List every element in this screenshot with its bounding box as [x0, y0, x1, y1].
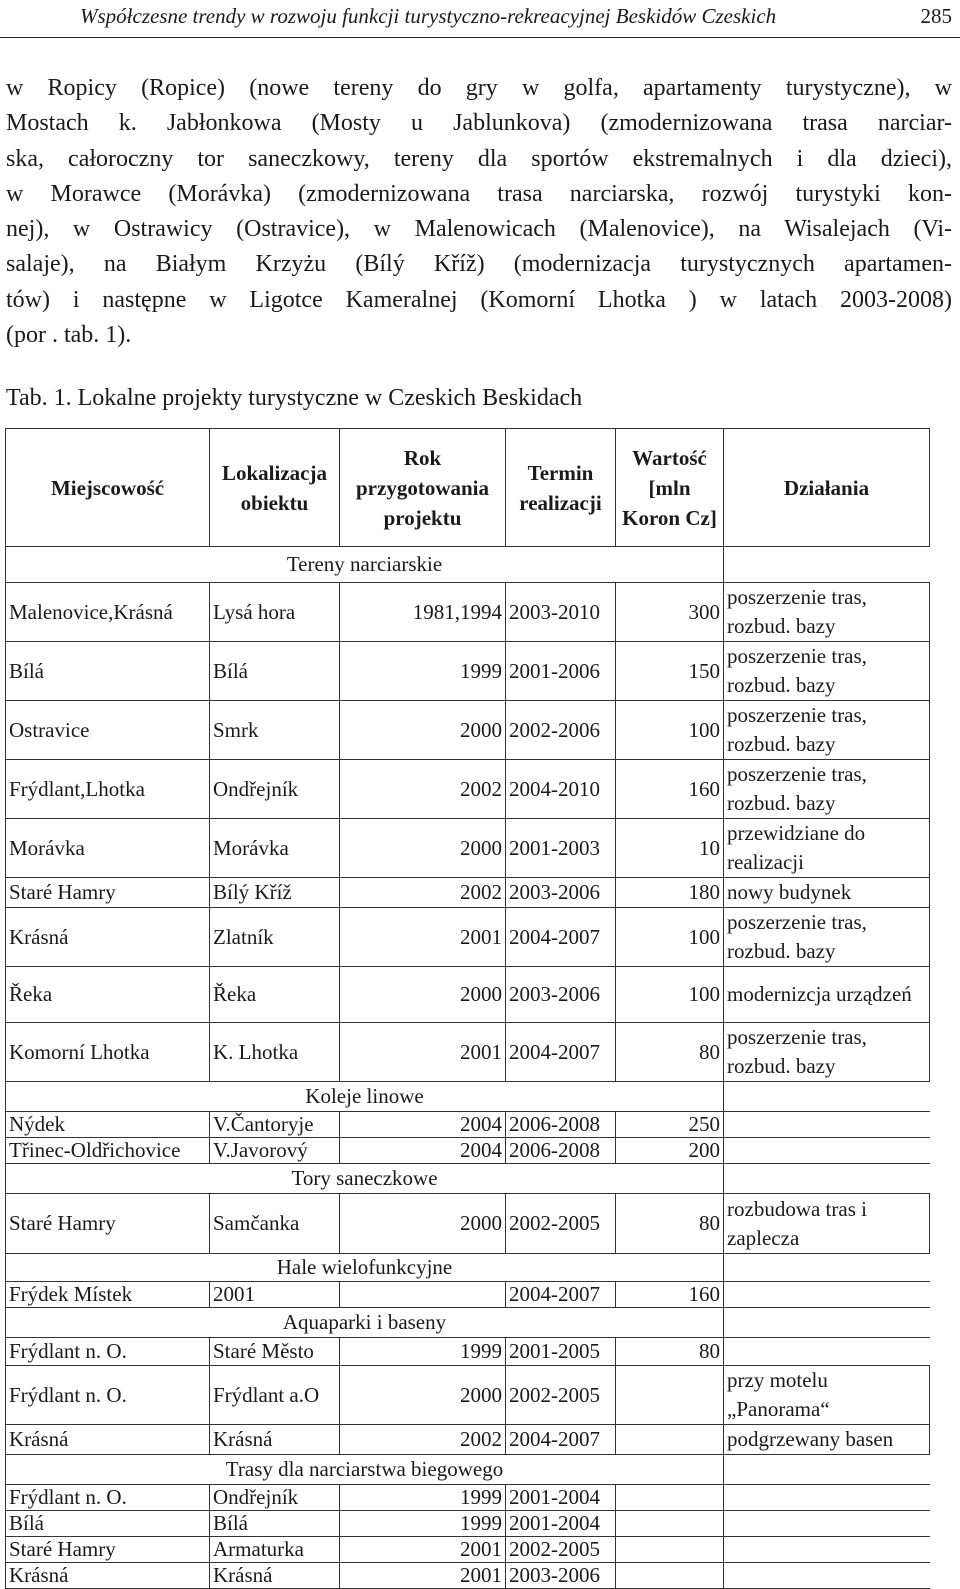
cell-place: Třinec-Oldřichovice: [6, 1138, 210, 1164]
cell-actions: przewidziane do realizacji: [724, 819, 930, 878]
cell-place: Malenovice,Krásná: [6, 583, 210, 642]
section-empty-cell: [724, 547, 930, 583]
cell-term: 2001-2006: [506, 642, 616, 701]
text-line: Mostach k. Jabłonkowa (Mosty u Jablunkova) (zmodernizowana trasa narciar-: [6, 110, 952, 137]
cell-year: 2000: [340, 701, 506, 760]
cell-value: 100: [616, 701, 724, 760]
cell-location: V.Čantoryje: [210, 1112, 340, 1138]
cell-year: 2002: [340, 1425, 506, 1455]
cell-place: Komorní Lhotka: [6, 1023, 210, 1082]
table-row: [6, 1282, 930, 1308]
cell-location: Bílá: [210, 642, 340, 701]
cell-term: 2001-2005: [506, 1338, 616, 1366]
cell-actions: podgrzewany basen: [724, 1425, 930, 1455]
running-title: Współczesne trendy w rozwoju funkcji turystyczno-rekreacyjnej Beskidów Czeskich: [80, 4, 777, 28]
cell-place: Staré Hamry: [6, 1194, 210, 1254]
cell-term: 2003-2006: [506, 1563, 616, 1589]
cell-location: V.Javorový: [210, 1138, 340, 1164]
cell-value: 160: [616, 1282, 724, 1308]
cell-location: 2001: [210, 1282, 340, 1308]
cell-value: [616, 1425, 724, 1455]
table-row: [6, 583, 930, 642]
cell-actions: modernizcja urządzeń: [724, 967, 930, 1023]
cell-term: 2002-2005: [506, 1537, 616, 1563]
cell-term: 2006-2008: [506, 1112, 616, 1138]
section-row: [6, 547, 930, 583]
section-title: Koleje linowe: [6, 1082, 724, 1112]
section-row: [6, 1455, 930, 1485]
cell-place: Bílá: [6, 1511, 210, 1537]
text-line: nej), w Ostrawicy (Ostravice), w Malenowicach (Malenovice), na Wisalejach (Vi-: [6, 216, 952, 243]
cell-year: 2001: [340, 1563, 506, 1589]
cell-year: 1999: [340, 1511, 506, 1537]
table-row: [6, 1485, 930, 1511]
table-row: [6, 1537, 930, 1563]
cell-year: 2000: [340, 1366, 506, 1425]
section-row: [6, 1308, 930, 1338]
cell-year: 2004: [340, 1112, 506, 1138]
table-row: [6, 878, 930, 908]
page-number: 285: [920, 4, 952, 28]
section-title: Tereny narciarskie: [6, 547, 724, 583]
table-row: [6, 1366, 930, 1425]
cell-place: Frýdlant n. O.: [6, 1366, 210, 1425]
cell-year: 1999: [340, 1338, 506, 1366]
col-header-term: Termin realizacji: [506, 429, 616, 547]
text-line: tów) i następne w Ligotce Kameralnej (Komorní Lhotka ) w latach 2003-2008): [6, 286, 952, 313]
cell-location: Bílá: [210, 1511, 340, 1537]
section-empty-cell: [724, 1308, 930, 1338]
cell-actions: poszerzenie tras, rozbud. bazy: [724, 1023, 930, 1082]
cell-place: Bílá: [6, 642, 210, 701]
cell-term: 2003-2006: [506, 967, 616, 1023]
page-header: [0, 0, 960, 40]
section-row: [6, 1082, 930, 1112]
cell-value: 80: [616, 1194, 724, 1254]
cell-location: Staré Město: [210, 1338, 340, 1366]
cell-actions: przy motelu „Panorama“: [724, 1366, 930, 1425]
cell-place: Frýdlant n. O.: [6, 1338, 210, 1366]
cell-term: 2003-2006: [506, 878, 616, 908]
cell-year: 2001: [340, 1023, 506, 1082]
cell-term: 2004-2007: [506, 1425, 616, 1455]
table-row: [6, 1425, 930, 1455]
cell-year: [340, 1282, 506, 1308]
cell-value: 300: [616, 583, 724, 642]
cell-term: 2002-2005: [506, 1194, 616, 1254]
cell-term: 2004-2007: [506, 908, 616, 967]
cell-value: 200: [616, 1138, 724, 1164]
cell-actions: [724, 1338, 930, 1366]
cell-place: Ostravice: [6, 701, 210, 760]
table-row: [6, 1563, 930, 1589]
cell-location: Morávka: [210, 819, 340, 878]
table-row: [6, 760, 930, 819]
text-line: w Ropicy (Ropice) (nowe tereny do gry w golfa, apartamenty turystyczne), w: [6, 75, 952, 101]
cell-location: Samčanka: [210, 1194, 340, 1254]
cell-value: 180: [616, 878, 724, 908]
table-row: [6, 701, 930, 760]
cell-year: 1981,1994: [340, 583, 506, 642]
cell-term: 2003-2010: [506, 583, 616, 642]
cell-location: Ondřejník: [210, 760, 340, 819]
cell-actions: poszerzenie tras, rozbud. bazy: [724, 701, 930, 760]
col-header-location: Lokalizacja obiektu: [210, 429, 340, 547]
cell-value: [616, 1537, 724, 1563]
cell-value: 150: [616, 642, 724, 701]
section-empty-cell: [724, 1082, 930, 1112]
cell-value: 100: [616, 967, 724, 1023]
cell-place: Krásná: [6, 1425, 210, 1455]
cell-place: Staré Hamry: [6, 1537, 210, 1563]
header-rule: [0, 37, 960, 38]
cell-actions: poszerzenie tras, rozbud. bazy: [724, 760, 930, 819]
cell-year: 2001: [340, 908, 506, 967]
cell-location: K. Lhotka: [210, 1023, 340, 1082]
cell-location: Frýdlant a.O: [210, 1366, 340, 1425]
cell-location: Zlatník: [210, 908, 340, 967]
table-row: [6, 1338, 930, 1366]
table-row: [6, 1194, 930, 1254]
cell-term: 2001-2004: [506, 1485, 616, 1511]
section-empty-cell: [724, 1254, 930, 1282]
cell-year: 1999: [340, 642, 506, 701]
section-title: Aquaparki i baseny: [6, 1308, 724, 1338]
cell-place: Frýdek Místek: [6, 1282, 210, 1308]
cell-place: Frýdlant n. O.: [6, 1485, 210, 1511]
cell-term: 2004-2007: [506, 1282, 616, 1308]
cell-year: 2000: [340, 819, 506, 878]
cell-value: [616, 1485, 724, 1511]
cell-year: 2001: [340, 1537, 506, 1563]
cell-location: Řeka: [210, 967, 340, 1023]
cell-actions: [724, 1282, 930, 1308]
col-header-place: Miejscowość: [6, 429, 210, 547]
cell-actions: [724, 1485, 930, 1511]
section-title: Trasy dla narciarstwa biegowego: [6, 1455, 724, 1485]
section-title: Hale wielofunkcyjne: [6, 1254, 724, 1282]
cell-location: Krásná: [210, 1563, 340, 1589]
cell-place: Krásná: [6, 908, 210, 967]
cell-actions: [724, 1537, 930, 1563]
table-row: [6, 1511, 930, 1537]
text-line: ska, całoroczny tor saneczkowy, tereny dla sportów ekstremalnych i dla dzieci),: [6, 145, 952, 172]
cell-value: 100: [616, 908, 724, 967]
table-header-row: [6, 429, 930, 547]
section-row: [6, 1254, 930, 1282]
cell-value: 80: [616, 1023, 724, 1082]
section-empty-cell: [724, 1164, 930, 1194]
cell-term: 2001-2004: [506, 1511, 616, 1537]
cell-actions: nowy budynek: [724, 878, 930, 908]
cell-place: Nýdek: [6, 1112, 210, 1138]
table-row: [6, 967, 930, 1023]
cell-place: Řeka: [6, 967, 210, 1023]
body-paragraph: [6, 71, 952, 353]
cell-term: 2002-2005: [506, 1366, 616, 1425]
cell-actions: [724, 1138, 930, 1164]
cell-term: 2002-2006: [506, 701, 616, 760]
cell-year: 2004: [340, 1138, 506, 1164]
cell-actions: poszerzenie tras, rozbud. bazy: [724, 908, 930, 967]
cell-value: [616, 1563, 724, 1589]
cell-term: 2004-2007: [506, 1023, 616, 1082]
cell-value: [616, 1366, 724, 1425]
cell-value: 10: [616, 819, 724, 878]
cell-actions: [724, 1511, 930, 1537]
col-header-value: Wartość [mln Koron Cz]: [616, 429, 724, 547]
cell-term: 2006-2008: [506, 1138, 616, 1164]
table-row: [6, 1112, 930, 1138]
cell-place: Frýdlant,Lhotka: [6, 760, 210, 819]
cell-term: 2001-2003: [506, 819, 616, 878]
text-line: w Morawce (Morávka) (zmodernizowana trasa narciarska, rozwój turystyki kon-: [6, 180, 952, 207]
section-row: [6, 1164, 930, 1194]
table-row: [6, 819, 930, 878]
cell-actions: rozbudowa tras i zaplecza: [724, 1194, 930, 1254]
cell-location: Krásná: [210, 1425, 340, 1455]
cell-place: Morávka: [6, 819, 210, 878]
table-row: [6, 1138, 930, 1164]
cell-location: Ondřejník: [210, 1485, 340, 1511]
text-line: (por . tab. 1).: [6, 322, 132, 349]
cell-year: 2000: [340, 967, 506, 1023]
cell-location: Smrk: [210, 701, 340, 760]
table-caption: Tab. 1. Lokalne projekty turystyczne w Czeskich Beskidach: [6, 385, 583, 411]
cell-value: 80: [616, 1338, 724, 1366]
projects-table: [5, 428, 930, 1589]
table-row: [6, 908, 930, 967]
cell-actions: poszerzenie tras, rozbud. bazy: [724, 642, 930, 701]
cell-location: Armaturka: [210, 1537, 340, 1563]
section-title: Tory saneczkowe: [6, 1164, 724, 1194]
cell-actions: [724, 1112, 930, 1138]
cell-place: Staré Hamry: [6, 878, 210, 908]
cell-value: 160: [616, 760, 724, 819]
cell-value: [616, 1511, 724, 1537]
cell-actions: [724, 1563, 930, 1589]
col-header-actions: Działania: [724, 429, 930, 547]
cell-actions: poszerzenie tras, rozbud. bazy: [724, 583, 930, 642]
cell-year: 2002: [340, 878, 506, 908]
cell-term: 2004-2010: [506, 760, 616, 819]
table-row: [6, 1023, 930, 1082]
cell-year: 2002: [340, 760, 506, 819]
cell-place: Krásná: [6, 1563, 210, 1589]
cell-year: 1999: [340, 1485, 506, 1511]
section-empty-cell: [724, 1455, 930, 1485]
cell-location: Bílý Kříž: [210, 878, 340, 908]
cell-location: Lysá hora: [210, 583, 340, 642]
cell-year: 2000: [340, 1194, 506, 1254]
table-row: [6, 642, 930, 701]
cell-value: 250: [616, 1112, 724, 1138]
text-line: salaje), na Białym Krzyżu (Bílý Kříž) (modernizacja turystycznych apartamen-: [6, 251, 952, 278]
col-header-year: Rok przygotowania projektu: [340, 429, 506, 547]
